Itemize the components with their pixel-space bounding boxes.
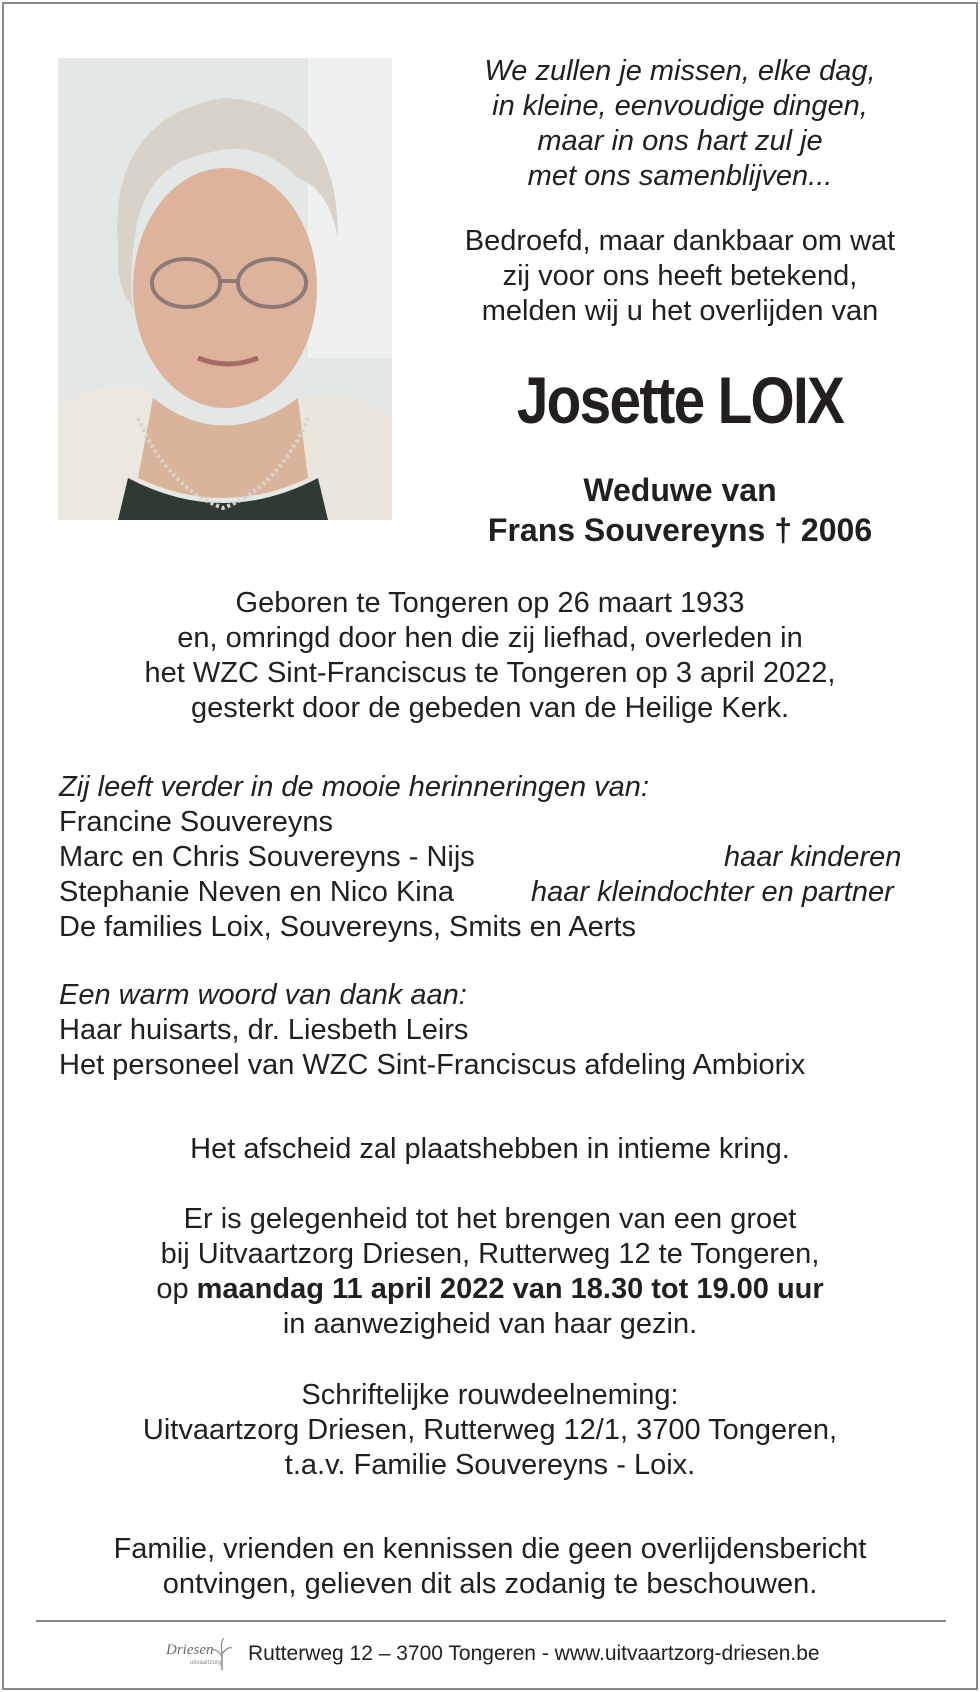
visit-line: Er is gelegenheid tot het brengen van een groet <box>183 1203 797 1235</box>
memorial-verse <box>420 54 940 194</box>
widow-line: Weduwe van <box>583 472 777 508</box>
memories-line: Francine Souvereyns <box>59 806 334 838</box>
announcement-intro <box>420 224 940 329</box>
footer-divider <box>36 1620 946 1622</box>
verse-line: met ons samenblijven... <box>527 160 833 192</box>
logo-wordmark: Driesen <box>166 1642 214 1658</box>
condolence-line: t.a.v. Familie Souvereyns - Loix. <box>284 1449 696 1481</box>
verse-line: We zullen je missen, elke dag, <box>484 55 876 87</box>
farewell-note: Het afscheid zal plaatshebben in intieme kring. <box>190 1133 790 1165</box>
notice-line: ontvingen, gelieven dit als zodanig te beschouwen. <box>162 1568 818 1600</box>
memories-row <box>59 840 919 875</box>
verse-line: in kleine, eenvoudige dingen, <box>492 90 868 122</box>
portrait-photo <box>58 58 392 520</box>
portrait-illustration <box>58 58 392 520</box>
memories-role: haar kleindochter en partner <box>531 876 894 908</box>
widow-of <box>420 470 940 550</box>
details-line: Geboren te Tongeren op 26 maart 1933 <box>235 587 745 619</box>
memories-heading: Zij leeft verder in de mooie herinneringen van: <box>59 771 649 803</box>
intro-line: zij voor ons heeft betekend, <box>502 260 858 292</box>
memories-line: Stephanie Neven en Nico Kina <box>59 876 454 908</box>
details-line: gesterkt door de gebeden van de Heilige Kerk. <box>190 692 790 724</box>
visit-datetime: maandag 11 april 2022 van 18.30 tot 19.00 uur <box>196 1273 824 1305</box>
memories-row <box>59 875 919 910</box>
memories-role: haar kinderen <box>724 841 902 873</box>
condolence-line: Schriftelijke rouwdeelneming: <box>301 1379 679 1411</box>
widow-line: Frans Souvereyns † 2006 <box>487 512 873 548</box>
intro-line: melden wij u het overlijden van <box>481 295 879 327</box>
notice-line: Familie, vrienden en kennissen die geen overlijdensbericht <box>113 1533 867 1565</box>
details-line: en, omringd door hen die zij liefhad, overleden in <box>177 622 803 654</box>
logo-subtitle: uitvaartzorg <box>190 1660 222 1666</box>
funeral-home-logo <box>160 1630 242 1678</box>
footer-address: Rutterweg 12 – 3700 Tongeren - www.uitvaartzorg-driesen.be <box>248 1642 820 1665</box>
notice-text <box>40 1532 940 1602</box>
visit-prefix: op <box>156 1273 197 1305</box>
details-line: het WZC Sint-Franciscus te Tongeren op 3 april 2022, <box>144 657 836 689</box>
visit-line: bij Uitvaartzorg Driesen, Rutterweg 12 te Tongeren, <box>160 1238 820 1270</box>
visitation-details <box>40 1202 940 1342</box>
condolence-line: Uitvaartzorg Driesen, Rutterweg 12/1, 3700 Tongeren, <box>142 1414 838 1446</box>
memories-line: De families Loix, Souvereyns, Smits en Aerts <box>59 911 637 943</box>
thanks-line: Haar huisarts, dr. Liesbeth Leirs <box>59 1014 469 1046</box>
footer <box>160 1630 840 1678</box>
visit-line: in aanwezigheid van haar gezin. <box>282 1308 698 1340</box>
visit-line <box>40 1272 940 1307</box>
birth-death-details <box>40 586 940 726</box>
verse-line: maar in ons hart zul je <box>537 125 823 157</box>
memories-line: Marc en Chris Souvereyns - Nijs <box>59 841 475 873</box>
intro-line: Bedroefd, maar dankbaar om wat <box>464 225 896 257</box>
thanks-heading: Een warm woord van dank aan: <box>59 979 467 1011</box>
thanks-line: Het personeel van WZC Sint-Franciscus afdeling Ambiorix <box>59 1049 806 1081</box>
condolence-address <box>40 1378 940 1483</box>
deceased-name: Josette LOIX <box>516 363 844 437</box>
